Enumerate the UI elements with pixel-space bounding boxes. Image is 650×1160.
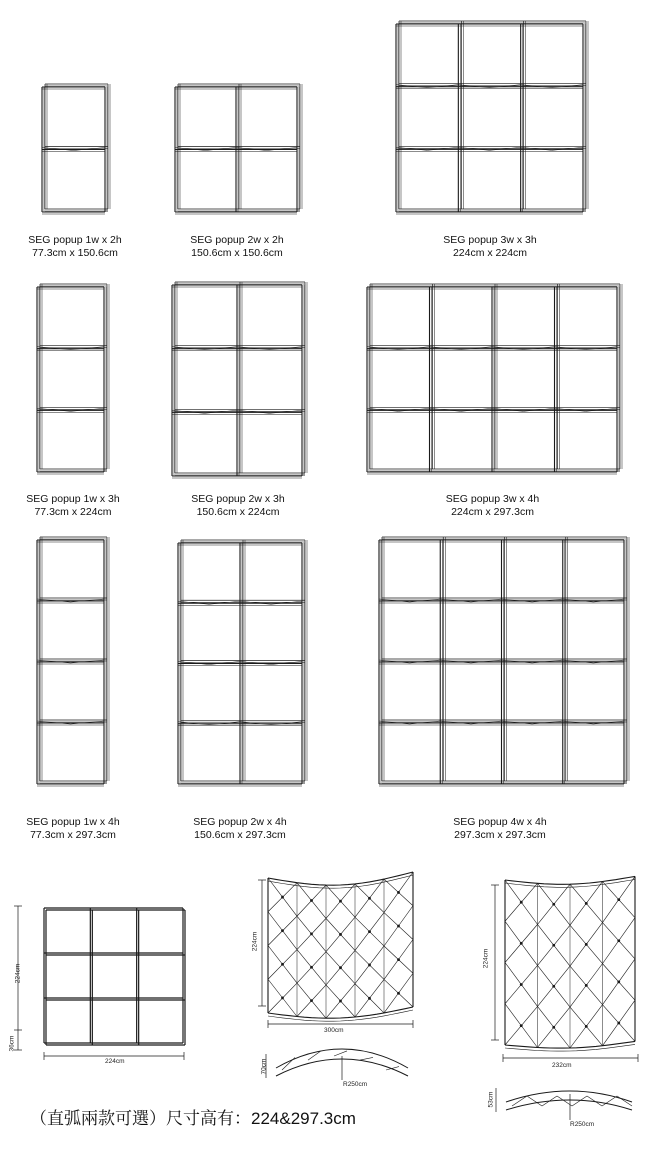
plan-truss xyxy=(360,1057,373,1060)
caption-4w4h xyxy=(420,816,580,842)
scissor-joint xyxy=(397,891,400,894)
caption-1w3h xyxy=(8,493,138,519)
scissor-joint xyxy=(585,943,588,946)
straight-frame-drawing xyxy=(14,906,185,1060)
scissor-joint xyxy=(520,1024,523,1027)
scissor-joint xyxy=(617,980,620,983)
scissor-joint xyxy=(281,896,284,899)
scissor-joint xyxy=(520,901,523,904)
scissor-joint xyxy=(617,898,620,901)
scissor-joint xyxy=(368,997,371,1000)
plan-truss xyxy=(334,1051,347,1056)
scissor-joint xyxy=(310,899,313,902)
caption-2w2h xyxy=(167,234,307,260)
curved-rail xyxy=(268,872,413,885)
caption-name: SEG popup 4w x 4h xyxy=(453,816,547,828)
scissor-joint xyxy=(520,942,523,945)
scissor-joint xyxy=(520,983,523,986)
caption-name: SEG popup 2w x 2h xyxy=(190,234,284,246)
frame-4w4h xyxy=(379,537,629,786)
scissor-joint xyxy=(552,1026,555,1029)
scissor-joint xyxy=(368,930,371,933)
scissor-joint xyxy=(281,996,284,999)
scissor-joint xyxy=(368,964,371,967)
scissor-joint xyxy=(397,958,400,961)
scissor-joint xyxy=(339,1000,342,1003)
scissor-joint xyxy=(617,939,620,942)
caption-name: SEG popup 2w x 3h xyxy=(191,493,285,505)
grid-frames xyxy=(37,21,629,786)
scissor-joint xyxy=(310,966,313,969)
dim-curved-b-height: 224cm xyxy=(482,948,490,969)
footer-note: （直弧兩款可選）尺寸高有：224&297.3cm xyxy=(30,1109,356,1128)
frame-2w3h xyxy=(172,282,307,478)
frame-1w4h xyxy=(37,537,109,786)
frame-3w3h xyxy=(396,21,588,214)
frame-2w2h xyxy=(175,84,302,214)
dim-straight-height: 224cm xyxy=(14,963,22,984)
caption-size: 224cm x 297.3cm xyxy=(451,506,534,518)
plan-arc xyxy=(506,1100,632,1110)
dim-curved-a-width: 300cm xyxy=(324,1027,344,1034)
scissor-joint xyxy=(552,985,555,988)
scissor-joint xyxy=(552,903,555,906)
scissor-joint xyxy=(397,925,400,928)
caption-name: SEG popup 1w x 3h xyxy=(26,493,120,505)
caption-1w2h xyxy=(10,234,140,260)
curved-rail xyxy=(268,1007,413,1018)
caption-2w4h xyxy=(170,816,310,842)
caption-size: 77.3cm x 150.6cm xyxy=(32,247,118,259)
caption-size: 224cm x 224cm xyxy=(452,247,528,259)
caption-size: 77.3cm x 224cm xyxy=(34,506,112,518)
caption-3w3h xyxy=(415,234,565,260)
dim-curved-a-height: 224cm xyxy=(251,931,259,952)
frame-1w2h xyxy=(42,84,110,214)
scissor-joint xyxy=(310,932,313,935)
dim-curved-b-depth: 53cm xyxy=(487,1091,495,1108)
scissor-joint xyxy=(368,897,371,900)
caption-size: 150.6cm x 150.6cm xyxy=(191,247,283,259)
caption-size: 77.3cm x 297.3cm xyxy=(30,829,116,841)
scissor-joint xyxy=(281,929,284,932)
dim-curved-b-width: 232cm xyxy=(552,1062,572,1069)
dim-curved-a-radius: R250cm xyxy=(343,1081,368,1088)
caption-name: SEG popup 3w x 4h xyxy=(445,493,540,505)
caption-size: 150.6cm x 297.3cm xyxy=(194,829,286,841)
caption-name: SEG popup 1w x 4h xyxy=(26,816,120,828)
caption-name: SEG popup 2w x 4h xyxy=(193,816,287,828)
frame-2w4h xyxy=(178,540,307,786)
curved-frame-b-drawing xyxy=(491,876,638,1062)
dim-straight-base: 36cm xyxy=(8,1035,16,1052)
caption-2w3h xyxy=(168,493,308,519)
scissor-joint xyxy=(617,1022,620,1025)
caption-name: SEG popup 1w x 2h xyxy=(28,234,122,246)
curved-frame-a-plan xyxy=(266,1049,408,1080)
frame-3w4h xyxy=(367,284,622,474)
dim-curved-b-radius: R250cm xyxy=(570,1121,595,1128)
caption-3w4h xyxy=(415,493,570,519)
dim-curved-a-depth: 70cm xyxy=(260,1058,268,1075)
caption-name: SEG popup 3w x 3h xyxy=(443,234,537,246)
scissor-joint xyxy=(585,984,588,987)
scissor-joint xyxy=(585,1025,588,1028)
frame-1w3h xyxy=(37,284,109,474)
scissor-joint xyxy=(339,933,342,936)
curved-frame-b-plan xyxy=(496,1088,632,1120)
detail-drawings xyxy=(14,872,638,1120)
scissor-joint xyxy=(397,992,400,995)
curved-rail xyxy=(505,876,635,884)
scissor-joint xyxy=(339,966,342,969)
curved-frame-a-drawing xyxy=(258,872,413,1028)
scissor-joint xyxy=(281,963,284,966)
scissor-joint xyxy=(585,902,588,905)
scissor-joint xyxy=(552,944,555,947)
scissor-joint xyxy=(339,900,342,903)
caption-size: 297.3cm x 297.3cm xyxy=(454,829,546,841)
dim-straight-width: 224cm xyxy=(105,1058,125,1065)
scissor-joint xyxy=(310,999,313,1002)
caption-1w4h xyxy=(8,816,138,842)
caption-size: 150.6cm x 224cm xyxy=(196,506,280,518)
